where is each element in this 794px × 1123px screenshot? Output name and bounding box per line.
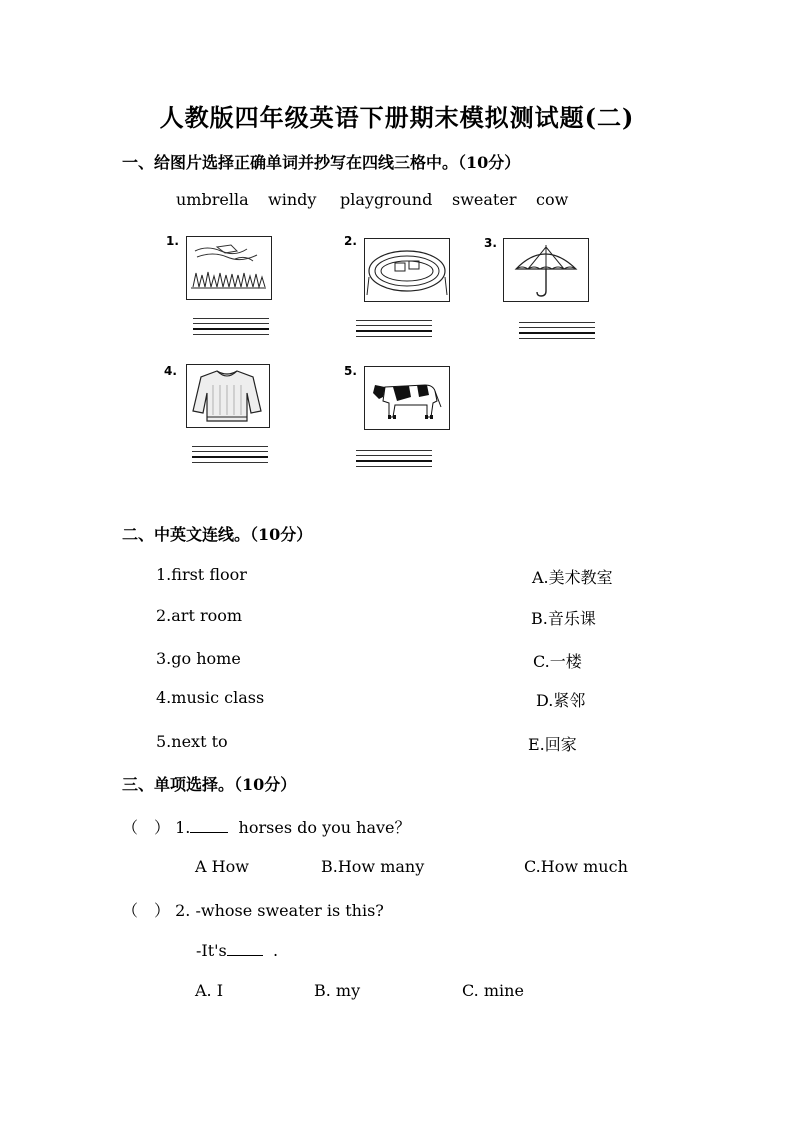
umbrella-icon: [503, 238, 589, 302]
sweater-icon: [186, 364, 270, 428]
writing-lines-2[interactable]: [356, 320, 432, 341]
question-2: [122, 898, 384, 921]
question-2-stem: -whose sweater is this?: [195, 901, 384, 920]
q1-option-a[interactable]: A How: [195, 857, 249, 876]
answer-prefix: -It's: [196, 941, 227, 960]
match-right-e: E.回家: [528, 735, 577, 754]
q2-option-c[interactable]: C. mine: [462, 981, 524, 1000]
picture-1-number: 1.: [166, 234, 179, 248]
word-windy: windy: [268, 190, 317, 209]
picture-4-number: 4.: [164, 364, 177, 378]
word-umbrella: umbrella: [176, 190, 249, 209]
match-left-5: 5.next to: [156, 732, 228, 751]
match-right-c: C.一楼: [533, 652, 582, 671]
writing-lines-1[interactable]: [193, 318, 269, 339]
q2-option-a[interactable]: A. I: [195, 981, 224, 1000]
question-2-number: 2.: [175, 901, 191, 920]
word-cow: cow: [536, 190, 569, 209]
section3-heading: 三、单项选择。（10分）: [122, 775, 297, 794]
picture-2-number: 2.: [344, 234, 357, 248]
cow-icon: [364, 366, 450, 430]
answer-blank-1[interactable]: [190, 818, 228, 833]
match-right-a: A.美术教室: [532, 568, 613, 587]
windy-field-icon: [186, 236, 272, 300]
match-right-b: B.音乐课: [531, 609, 596, 628]
match-left-3: 3.go home: [156, 649, 241, 668]
word-playground: playground: [340, 190, 433, 209]
answer-paren-2[interactable]: （ ）: [122, 901, 171, 920]
q1-option-b[interactable]: B.How many: [321, 857, 425, 876]
section1-heading: 一、给图片选择正确单词并抄写在四线三格中。（10分）: [122, 153, 521, 172]
picture-3-number: 3.: [484, 236, 497, 250]
word-sweater: sweater: [452, 190, 517, 209]
section2-heading: 二、中英文连线。（10分）: [122, 525, 313, 544]
writing-lines-4[interactable]: [192, 446, 268, 467]
question-1-stem: horses do you have？: [238, 818, 411, 837]
match-left-4: 4.music class: [156, 688, 265, 707]
playground-track-icon: [364, 238, 450, 302]
writing-lines-3[interactable]: [519, 322, 595, 343]
match-right-d: D.紧邻: [536, 691, 586, 710]
answer-blank-2[interactable]: [227, 941, 263, 956]
match-left-2: 2.art room: [156, 606, 243, 625]
question-2-answer-line: [196, 941, 278, 960]
q2-option-b[interactable]: B. my: [314, 981, 361, 1000]
q1-option-c[interactable]: C.How much: [524, 857, 628, 876]
question-1: [122, 815, 411, 838]
match-left-1: 1.first floor: [156, 565, 247, 584]
question-1-number: 1.: [175, 818, 191, 837]
picture-5-number: 5.: [344, 364, 357, 378]
page-title: 人教版四年级英语下册期末模拟测试题(二): [159, 103, 635, 132]
answer-paren-1[interactable]: （ ）: [122, 818, 171, 837]
answer-suffix: .: [272, 941, 279, 960]
writing-lines-5[interactable]: [356, 450, 432, 471]
